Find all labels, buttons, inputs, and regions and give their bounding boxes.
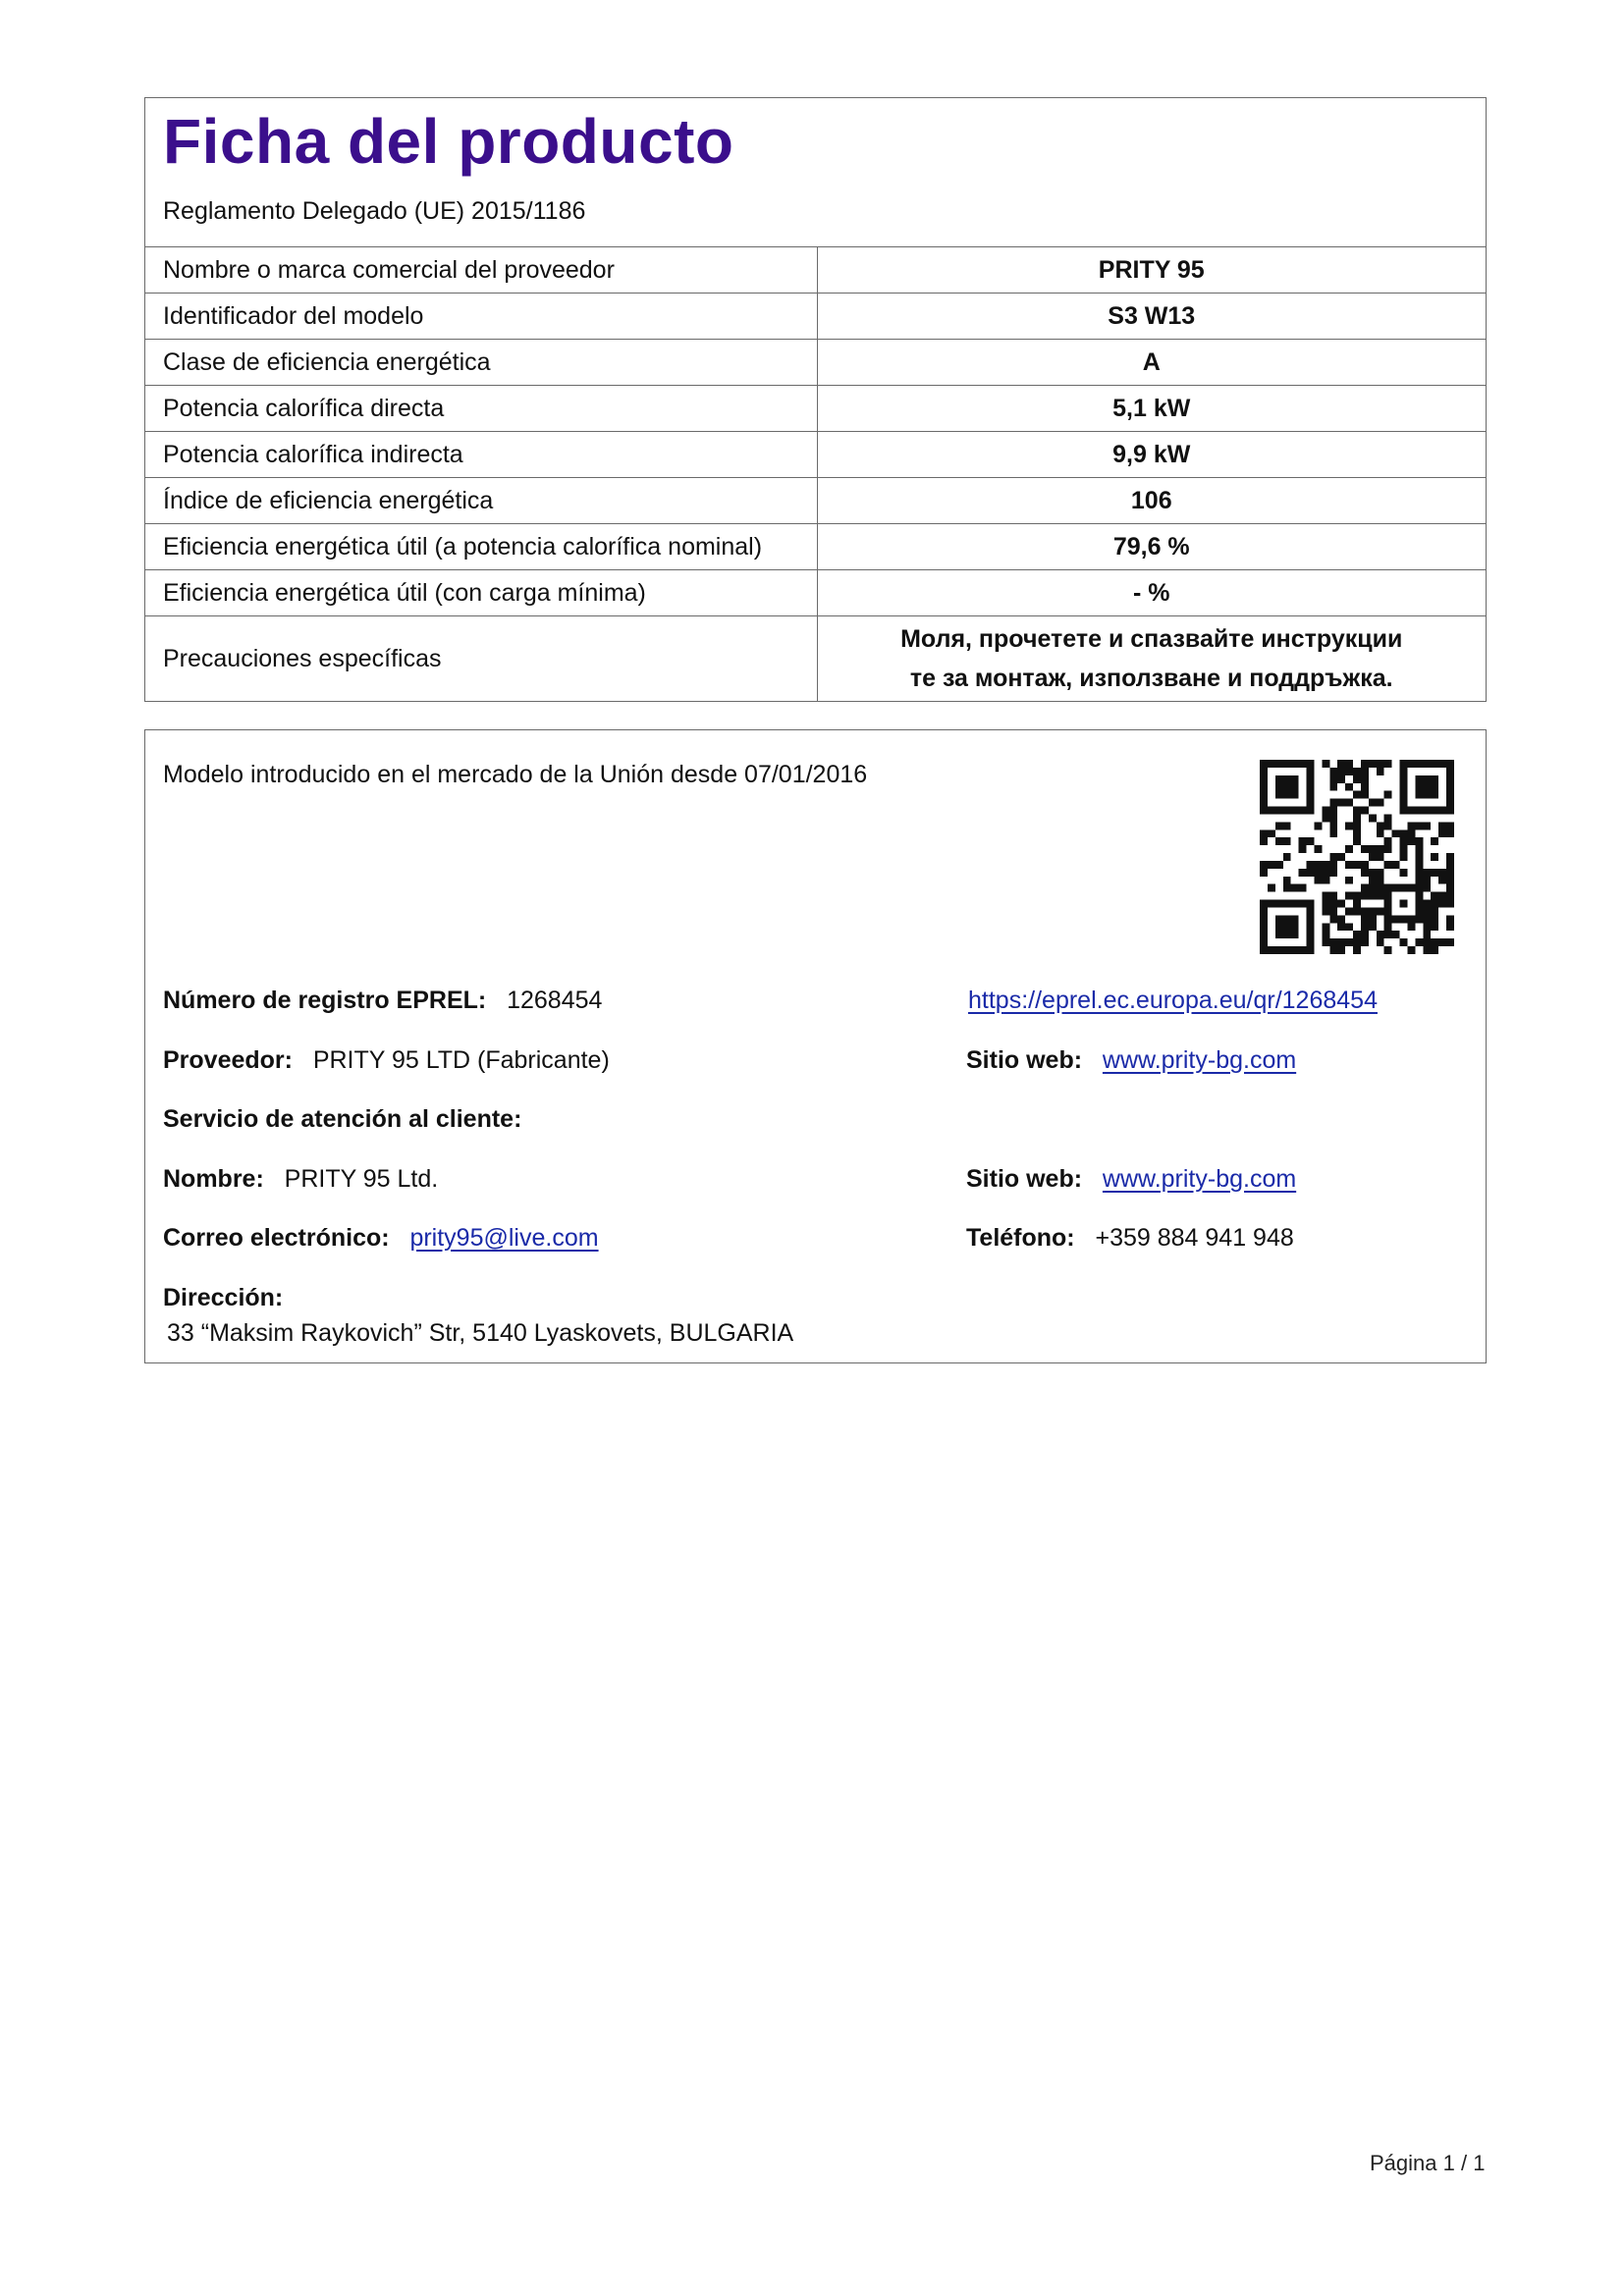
spec-value: 106 — [817, 478, 1486, 524]
name-label: Nombre: — [163, 1165, 264, 1193]
spec-value: PRITY 95 — [817, 247, 1486, 294]
table-row — [145, 247, 1486, 294]
supplier-value: PRITY 95 LTD (Fabricante) — [312, 1046, 610, 1074]
spec-label: Eficiencia energética útil (a potencia calorífica nominal) — [145, 524, 817, 570]
email-label: Correo electrónico: — [163, 1224, 390, 1252]
spec-label: Potencia calorífica directa — [145, 386, 817, 432]
spec-value: 9,9 kW — [817, 432, 1486, 478]
table-row — [145, 432, 1486, 478]
spec-value: A — [817, 340, 1486, 386]
spec-label: Nombre o marca comercial del proveedor — [145, 247, 817, 294]
phone-value: +359 884 941 948 — [1095, 1224, 1294, 1252]
name-value: PRITY 95 Ltd. — [284, 1165, 439, 1193]
supplier-info-box — [144, 729, 1487, 1363]
spec-value: S3 W13 — [817, 294, 1486, 340]
address-value: 33 “Maksim Raykovich” Str, 5140 Lyaskovets, BULGARIA — [167, 1319, 794, 1347]
supplier-label: Proveedor: — [163, 1046, 293, 1074]
customer-service-heading: Servicio de atención al cliente: — [163, 1105, 522, 1133]
spec-table — [145, 246, 1486, 702]
email-link[interactable]: prity95@live.com — [409, 1224, 599, 1252]
table-row — [145, 340, 1486, 386]
website-link[interactable]: www.prity-bg.com — [1102, 1046, 1297, 1074]
website-label: Sitio web: — [966, 1046, 1083, 1074]
eprel-row — [163, 986, 602, 1015]
name-row — [163, 1164, 438, 1194]
website-row — [966, 1045, 1296, 1075]
regulation-subtitle: Reglamento Delegado (UE) 2015/1186 — [163, 197, 586, 225]
page-title: Ficha del producto — [163, 106, 734, 177]
precautions-line-1: Моля, прочетете и спазвайте инструкции — [900, 625, 1403, 654]
page-number: Página 1 / 1 — [1370, 2151, 1486, 2175]
phone-row — [966, 1223, 1294, 1253]
table-row — [145, 386, 1486, 432]
eprel-label: Número de registro EPREL: — [163, 987, 487, 1014]
qr-code-icon[interactable] — [1260, 760, 1454, 954]
table-row — [145, 294, 1486, 340]
table-row — [145, 524, 1486, 570]
spec-label: Índice de eficiencia energética — [145, 478, 817, 524]
product-sheet-box — [144, 97, 1487, 702]
market-date-text: Modelo introducido en el mercado de la Unión desde 07/01/2016 — [163, 761, 868, 788]
spec-value: 5,1 kW — [817, 386, 1486, 432]
spec-label: Potencia calorífica indirecta — [145, 432, 817, 478]
table-row — [145, 570, 1486, 616]
spec-value: - % — [817, 570, 1486, 616]
table-row — [145, 478, 1486, 524]
precautions-line-2: те за монтаж, използване и поддръжка. — [909, 665, 1393, 693]
website2-link[interactable]: www.prity-bg.com — [1102, 1165, 1297, 1193]
email-row — [163, 1223, 599, 1253]
table-row — [145, 616, 1486, 702]
spec-label: Precauciones específicas — [145, 616, 817, 702]
address-label: Dirección: — [163, 1284, 284, 1311]
eprel-link[interactable]: https://eprel.ec.europa.eu/qr/1268454 — [968, 987, 1378, 1014]
spec-value — [817, 616, 1486, 702]
website2-label: Sitio web: — [966, 1165, 1083, 1193]
spec-label: Eficiencia energética útil (con carga mínima) — [145, 570, 817, 616]
eprel-number: 1268454 — [507, 987, 603, 1014]
spec-label: Identificador del modelo — [145, 294, 817, 340]
spec-label: Clase de eficiencia energética — [145, 340, 817, 386]
supplier-row — [163, 1045, 610, 1075]
website2-row — [966, 1164, 1296, 1194]
spec-value: 79,6 % — [817, 524, 1486, 570]
phone-label: Teléfono: — [966, 1224, 1075, 1252]
